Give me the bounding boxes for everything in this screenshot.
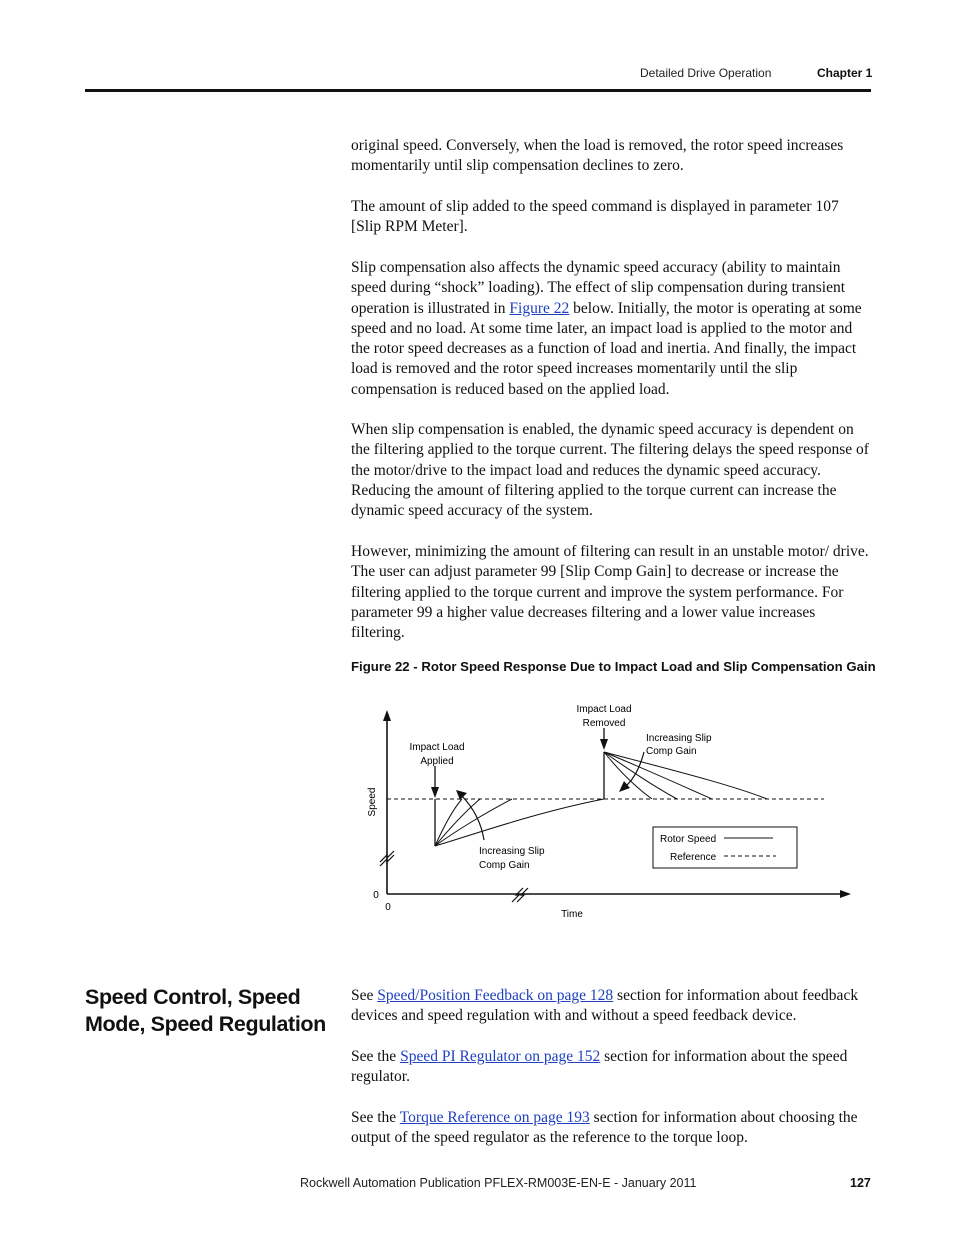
section-heading: Speed Control, Speed Mode, Speed Regulation (85, 985, 326, 1036)
decay-curve-2 (604, 752, 712, 799)
y-axis-label: Speed (367, 787, 378, 817)
increasing-gain-arrow-top (619, 781, 630, 792)
paragraph-2: The amount of slip added to the speed command is displayed in parameter 107 [Slip RPM Meter]. (351, 198, 839, 236)
decay-curve-1 (604, 752, 767, 799)
paragraph-4: When slip compensation is enabled, the dynamic speed accuracy is dependent on the filtering applied to the torque current. The filtering delays the speed response of the motor/drive to the impact load and reduces the dynamic speed accuracy. Reducing the amount of filtering applied to the torque current can increase the dynamic speed accuracy of the system. (351, 421, 869, 520)
increasing-slip-top-label-1: Increasing Slip (646, 733, 712, 744)
paragraph-5: However, minimizing the amount of filtering can result in an unstable motor/ drive. The user can adjust parameter 99 [Slip Comp Gain] to decrease or increase the filtering applied to the torque current and improve the system performance. For parameter 99 a higher value decreases filtering and a lower value increases filtering. (351, 543, 869, 642)
x-axis-label: Time (561, 909, 583, 920)
paragraph-3: Slip compensation also affects the dynamic speed accuracy (ability to maintain speed during “shock” loading). The effect of slip compensation during transient operation is illustrated in Figure 22 below. Initially, the motor is operating at some speed and no load. At some time later, an impact load is applied to the motor and the rotor speed decreases as a function of load and inertia. And finally, the impact load is removed and the rotor speed increases momentarily until the slip compensation is reduced based on the applied load. (351, 259, 862, 398)
figure-22-link[interactable]: Figure 22 (509, 299, 570, 317)
figure-caption: Figure 22 - Rotor Speed Response Due to Impact Load and Slip Compensation Gain (351, 659, 876, 674)
footer-page-number: 127 (850, 1176, 871, 1190)
torque-reference-link[interactable]: Torque Reference on page 193 (399, 1109, 590, 1126)
speed-position-feedback-link[interactable]: Speed/Position Feedback on page 128 (377, 987, 614, 1004)
legend-rotor-speed: Rotor Speed (660, 834, 717, 845)
footer-publication: Rockwell Automation Publication PFLEX-RM003E-EN-E - January 2011 (300, 1176, 697, 1190)
impact-removed-label-1: Impact Load (576, 704, 632, 715)
speed-response-diagram (362, 690, 862, 930)
y-axis-arrowhead (383, 710, 391, 721)
header-rule (85, 89, 871, 92)
y-zero-label: 0 (373, 890, 379, 901)
decay-curve-3 (604, 752, 677, 799)
x-axis-arrowhead (840, 890, 851, 898)
impact-removed-arrow (600, 739, 608, 750)
paragraph-1: original speed. Conversely, when the load is removed, the rotor speed increases momentarily until slip compensation declines to zero. (351, 137, 844, 175)
running-header-chapter: Chapter 1 (817, 66, 873, 80)
legend-reference: Reference (670, 852, 717, 863)
section-paragraph-1: See Speed/Position Feedback on page 128 section for information about feedback devices and speed regulation with and without a speed feedback device. (351, 987, 859, 1025)
speed-pi-regulator-link[interactable]: Speed PI Regulator on page 152 (400, 1048, 601, 1065)
x-zero-label: 0 (385, 902, 391, 913)
decay-curve-4 (604, 752, 652, 799)
x-axis-break-mark (512, 888, 528, 902)
section-paragraph-2: See the Speed PI Regulator on page 152 section for information about the speed regulator. (351, 1048, 848, 1086)
recovery-curve-1 (435, 799, 604, 846)
impact-applied-label-2: Applied (420, 756, 454, 767)
running-header-section: Detailed Drive Operation (640, 66, 772, 80)
impact-applied-label-1: Impact Load (409, 742, 465, 753)
increasing-slip-top-label-2: Comp Gain (646, 746, 697, 757)
impact-removed-label-2: Removed (582, 718, 626, 729)
impact-applied-arrow (431, 787, 439, 798)
increasing-slip-bottom-label-2: Comp Gain (479, 860, 530, 871)
increasing-slip-bottom-label-1: Increasing Slip (479, 846, 545, 857)
section-paragraph-3: See the Torque Reference on page 193 section for information about choosing the output of the speed regulator as the reference to the torque loop. (351, 1109, 858, 1147)
